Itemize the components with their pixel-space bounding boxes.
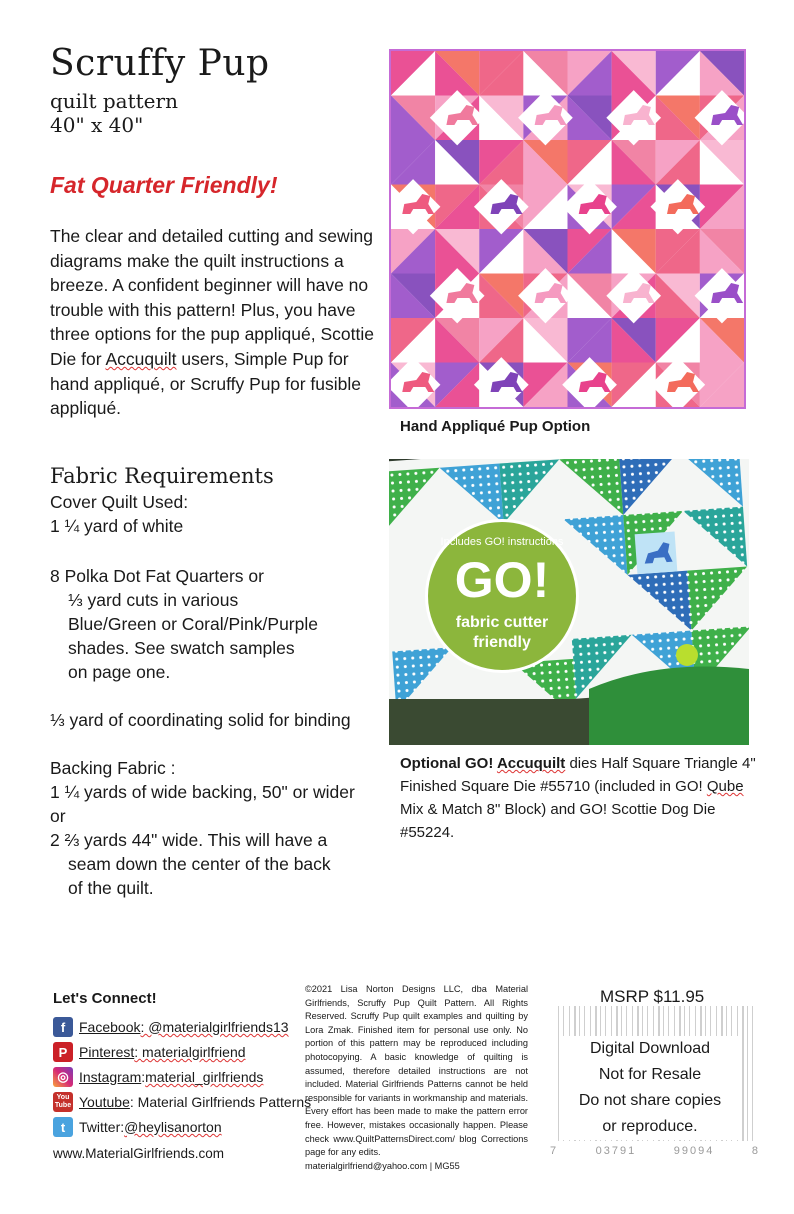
fabric-requirements-heading: Fabric Requirements bbox=[50, 464, 274, 488]
go-accuquilt-caption bbox=[400, 752, 760, 844]
backing-line-1: 1 ¼ yards of wide backing, 50" or wider bbox=[50, 782, 355, 802]
pinterest-handle: : materialgirlfriend bbox=[134, 1044, 246, 1060]
pinterest-link[interactable] bbox=[53, 1041, 246, 1063]
digital-line-1: Digital Download bbox=[560, 1036, 740, 1062]
lets-connect-heading: Let's Connect! bbox=[53, 990, 157, 1007]
description-text: The clear and detailed cutting and sewing diagrams make the quilt instructions a breeze. A confident beginner will have no trouble with this pattern! Plus, you have three options for the pup appliqué, Scottie Die for bbox=[50, 226, 374, 369]
quilt-pattern-graphic bbox=[391, 51, 744, 407]
twitter-label: Twitter: bbox=[79, 1119, 125, 1135]
pattern-subtitle: quilt pattern bbox=[50, 89, 178, 113]
instagram-icon: ◎ bbox=[53, 1067, 73, 1087]
binding-requirement: ⅓ yard of coordinating solid for binding bbox=[50, 710, 351, 730]
fat-quarter-tagline: Fat Quarter Friendly! bbox=[50, 172, 278, 198]
go-logo: GO! bbox=[454, 552, 550, 608]
caption2-end: Mix & Match 8" Block) and GO! Scottie Dog Die #55224. bbox=[400, 801, 716, 841]
website-link[interactable]: www.MaterialGirlfriends.com bbox=[53, 1146, 225, 1161]
barcode-digit-group: 8 bbox=[751, 1145, 760, 1157]
go-badge-line2: friendly bbox=[473, 634, 531, 651]
twitter-link[interactable] bbox=[53, 1116, 222, 1138]
backing-line-2: 2 ⅔ yards 44" wide. This will have a bbox=[50, 830, 328, 850]
go-badge-top-text: Includes GO! instructions bbox=[440, 536, 564, 548]
youtube-icon: You Tube bbox=[53, 1092, 73, 1112]
msrp-price: MSRP $11.95 bbox=[600, 987, 705, 1006]
pinterest-label[interactable]: Pinterest bbox=[79, 1044, 135, 1060]
youtube-handle: : Material Girlfriends Patterns bbox=[129, 1094, 312, 1110]
twitter-handle[interactable]: @heylisanorton bbox=[124, 1119, 222, 1135]
facebook-label[interactable]: Facebook bbox=[79, 1019, 141, 1035]
digital-line-4: or reproduce. bbox=[560, 1114, 740, 1140]
barcode-bar bbox=[747, 1006, 748, 1141]
instagram-sep: : bbox=[141, 1069, 146, 1085]
digital-line-3: Do not share copies bbox=[560, 1088, 740, 1114]
quilt-size: 40" x 40" bbox=[50, 113, 144, 137]
polka-line-4: shades. See swatch samples bbox=[68, 638, 295, 658]
digital-download-notice bbox=[560, 1036, 740, 1140]
caption2-brand: Accuquilt bbox=[496, 755, 566, 772]
digital-line-2: Not for Resale bbox=[560, 1062, 740, 1088]
legal-email: materialgirlfriend@yahoo.com | MG55 bbox=[305, 1160, 460, 1171]
barcode-bar bbox=[752, 1006, 753, 1141]
go-badge-line1: fabric cutter bbox=[455, 614, 549, 631]
barcode-bar bbox=[558, 1006, 559, 1141]
twitter-icon: t bbox=[53, 1117, 73, 1137]
instagram-handle: material_girlfriends bbox=[145, 1069, 264, 1085]
instagram-link[interactable] bbox=[53, 1066, 263, 1088]
pinterest-icon: P bbox=[53, 1042, 73, 1062]
polka-line-5: on page one. bbox=[68, 662, 171, 682]
polka-line-2: ⅓ yard cuts in various bbox=[68, 590, 239, 610]
youtube-link[interactable] bbox=[53, 1091, 311, 1113]
quilt-image-pink bbox=[389, 49, 746, 409]
cover-quilt-used: Cover Quilt Used: bbox=[50, 492, 189, 512]
quilt-photo-green bbox=[389, 459, 749, 745]
go-badge bbox=[425, 519, 579, 673]
backing-line-3: seam down the center of the back bbox=[68, 854, 331, 874]
hand-applique-caption: Hand Appliqué Pup Option bbox=[400, 418, 591, 435]
pattern-title: Scruffy Pup bbox=[50, 43, 270, 84]
barcode-digit-group: 7 bbox=[550, 1145, 559, 1157]
description-text-end: users, Simple Pup for hand appliqué, or Scruffy Pup for fusible appliqué. bbox=[50, 348, 361, 419]
caption2-bold: Optional GO! bbox=[400, 755, 497, 772]
youtube-label[interactable]: Youtube bbox=[79, 1094, 130, 1110]
facebook-link[interactable] bbox=[53, 1016, 289, 1038]
barcode-digit-group: 99094 bbox=[673, 1145, 715, 1157]
barcode-digit-group: 03791 bbox=[595, 1145, 637, 1157]
instagram-label[interactable]: Instagram bbox=[79, 1069, 142, 1085]
backing-or: or bbox=[50, 806, 66, 826]
backing-heading: Backing Fabric : bbox=[50, 758, 176, 778]
facebook-icon: f bbox=[53, 1017, 73, 1037]
backing-line-4: of the quilt. bbox=[68, 878, 154, 898]
legal-body: ©2021 Lisa Norton Designs LLC, dba Material Girlfriends, Scruffy Pup Quilt Pattern. All Rights Reserved. Scruffy Pup quilt examples and quilting by Lora Zmak. Finished item for personal use only. No portion of this pattern may be reproduced including photocopying. A basic knowledge of quilting is assumed, therefore detailed instructions are not included. Material Girlfriends Patterns cannot be held responsible for variants in workmanship and materials. Every effort has been made to make the pattern error free. However, mistakes occasionally happen. Please check www.QuiltPatternsDirect.com/ blog Corrections page for any edits. bbox=[305, 984, 528, 1158]
polka-line-1: 8 Polka Dot Fat Quarters or bbox=[50, 566, 264, 586]
barcode-digits bbox=[550, 1145, 760, 1157]
white-requirement: 1 ¼ yard of white bbox=[50, 516, 184, 536]
polka-line-3: Blue/Green or Coral/Pink/Purple bbox=[68, 614, 318, 634]
caption2-qube: Qube bbox=[706, 778, 744, 795]
accuquilt-word: Accuquilt bbox=[105, 348, 177, 369]
barcode-bar bbox=[742, 1006, 744, 1141]
facebook-handle: : @materialgirlfriends13 bbox=[140, 1019, 289, 1035]
legal-copyright-text bbox=[305, 983, 528, 1173]
pattern-description bbox=[50, 224, 380, 421]
caption2-rest: dies Half Square Triangle 4" Finished Square Die #55710 (included in GO! bbox=[400, 755, 756, 795]
